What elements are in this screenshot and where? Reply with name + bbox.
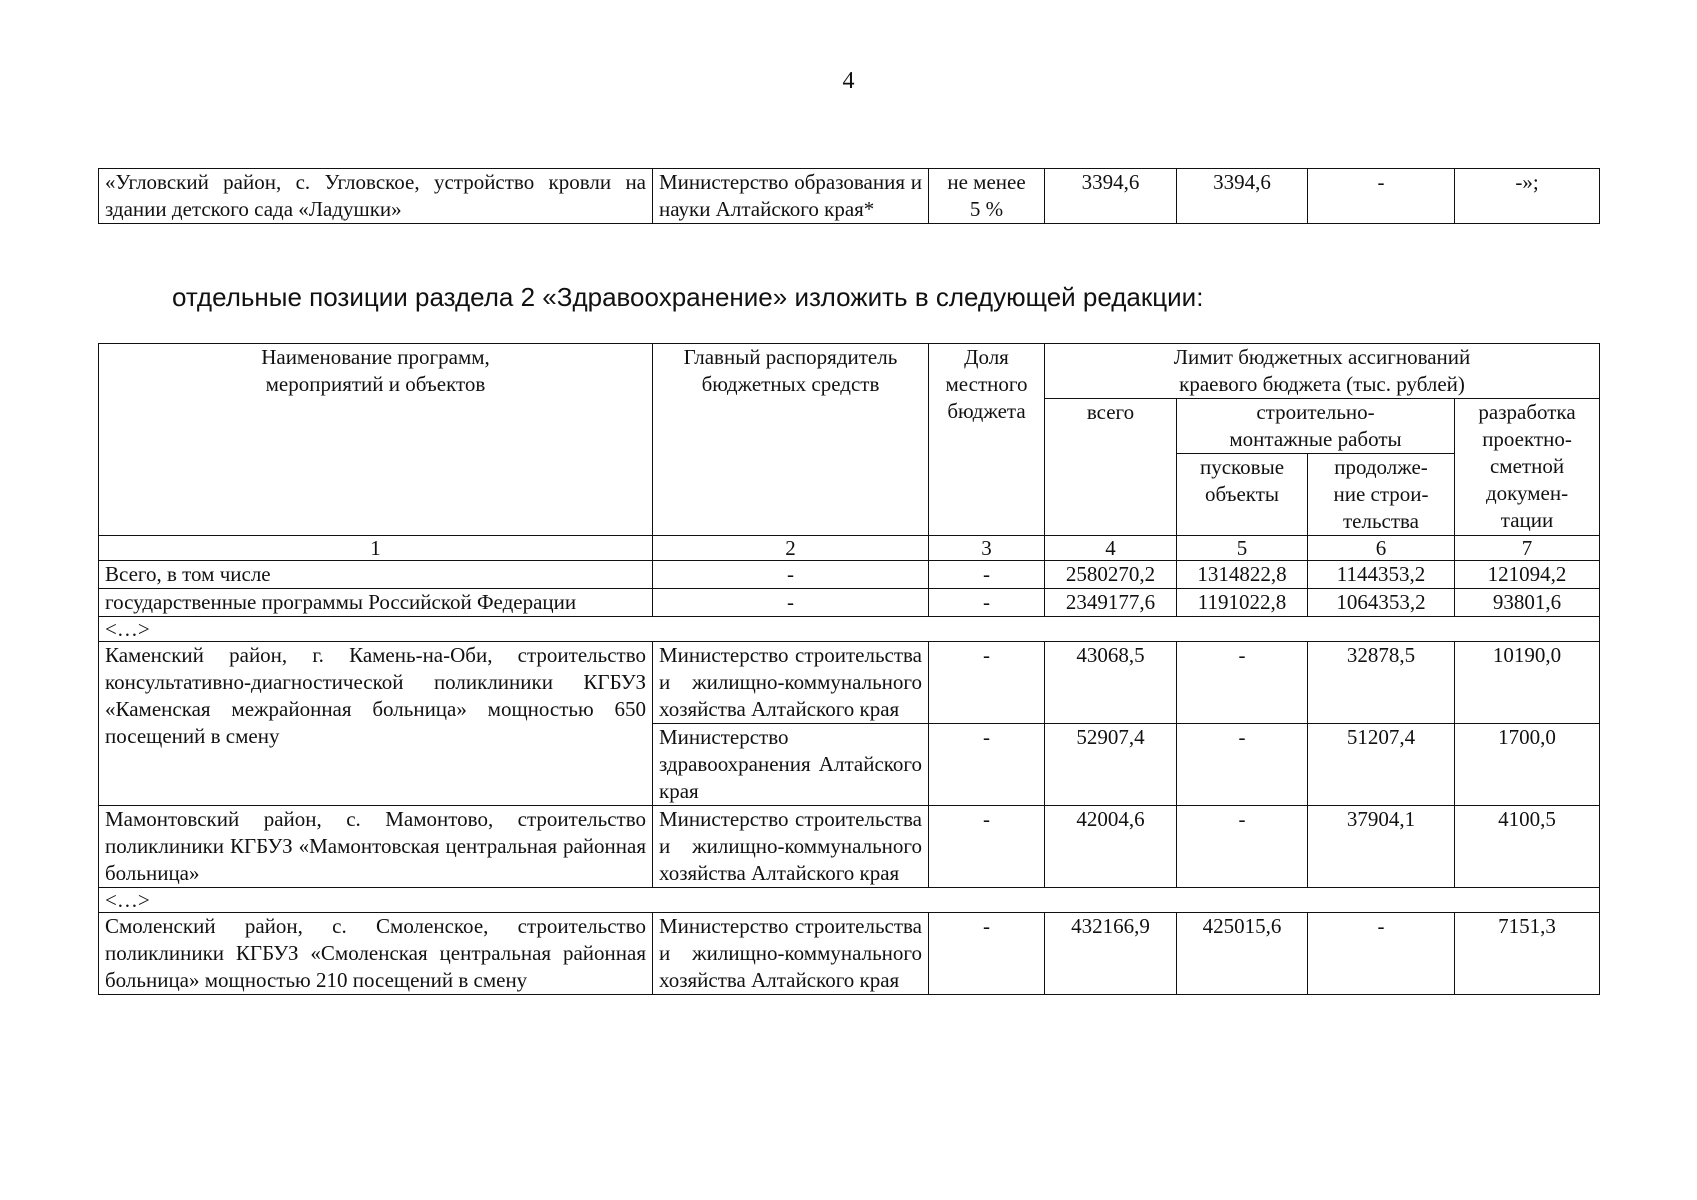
header-line: сметной bbox=[1489, 454, 1565, 478]
column-number-row bbox=[99, 536, 1600, 561]
header-line: Наименование программ, bbox=[261, 345, 490, 369]
column-number: 2 bbox=[653, 536, 929, 561]
continued-construction-cell: - bbox=[1308, 913, 1455, 995]
header-line: пусковые bbox=[1199, 455, 1285, 479]
column-number: 7 bbox=[1455, 536, 1600, 561]
manager-cell: - bbox=[653, 589, 929, 617]
header-line: Лимит бюджетных ассигнований bbox=[1173, 345, 1471, 369]
previous-section-table bbox=[98, 168, 1600, 224]
continued-construction-cell: 51207,4 bbox=[1308, 724, 1455, 806]
total-cell: 2580270,2 bbox=[1045, 561, 1177, 589]
design-docs-cell: 4100,5 bbox=[1455, 806, 1600, 888]
launch-objects-cell: - bbox=[1177, 642, 1308, 724]
total-cell: 432166,9 bbox=[1045, 913, 1177, 995]
design-docs-cell: 93801,6 bbox=[1455, 589, 1600, 617]
header-row bbox=[99, 344, 1600, 399]
header-line: ние строи- bbox=[1333, 482, 1429, 506]
page-number: 4 bbox=[842, 68, 855, 94]
object-name-cell: Каменский район, г. Камень-на-Оби, строительство консультативно-диагностической поликлиники КГБУЗ «Каменская межрайонная больница» мощностью 650 посещений в смену bbox=[99, 642, 653, 806]
object-name-cell: «Угловский район, с. Угловское, устройство кровли на здании детского сада «Ладушки» bbox=[99, 169, 653, 224]
local-share-cell: - bbox=[929, 806, 1045, 888]
section-intro-text: отдельные позиции раздела 2 «Здравоохранение» изложить в следующей редакции: bbox=[172, 282, 1204, 312]
column-number: 3 bbox=[929, 536, 1045, 561]
launch-objects-cell: - bbox=[1177, 806, 1308, 888]
header-line: бюджета bbox=[947, 399, 1026, 423]
header-line: проектно- bbox=[1482, 427, 1572, 451]
table-row-kamensky bbox=[99, 642, 1600, 724]
design-docs-cell: 1700,0 bbox=[1455, 724, 1600, 806]
manager-cell: - bbox=[653, 561, 929, 589]
object-name-cell: Мамонтовский район, с. Мамонтово, строительство поликлиники КГБУЗ «Мамонтовская центральная районная больница» bbox=[99, 806, 653, 888]
header-design-docs bbox=[1455, 399, 1600, 536]
local-share-cell: - bbox=[929, 589, 1045, 617]
continued-construction-cell: 1144353,2 bbox=[1308, 561, 1455, 589]
design-docs-cell: -»; bbox=[1455, 169, 1600, 224]
header-line: продолже- bbox=[1334, 455, 1428, 479]
column-number: 5 bbox=[1177, 536, 1308, 561]
table-row-mamontovsky bbox=[99, 806, 1600, 888]
header-line: строительно- bbox=[1256, 400, 1375, 424]
header-line: тельства bbox=[1342, 509, 1419, 533]
design-docs-cell: 10190,0 bbox=[1455, 642, 1600, 724]
launch-objects-cell: 1191022,8 bbox=[1177, 589, 1308, 617]
continued-construction-cell: 37904,1 bbox=[1308, 806, 1455, 888]
launch-objects-cell: - bbox=[1177, 724, 1308, 806]
header-line: Главный распорядитель bbox=[683, 345, 898, 369]
local-share-cell: - bbox=[929, 724, 1045, 806]
table-row-federal-programs bbox=[99, 589, 1600, 617]
column-number: 1 bbox=[99, 536, 653, 561]
header-continued-construction bbox=[1308, 454, 1455, 536]
total-cell: 42004,6 bbox=[1045, 806, 1177, 888]
header-launch-objects bbox=[1177, 454, 1308, 536]
launch-objects-cell: 3394,6 bbox=[1177, 169, 1308, 224]
header-line: местного bbox=[945, 372, 1028, 396]
continued-construction-cell: - bbox=[1308, 169, 1455, 224]
header-line: краевого бюджета (тыс. рублей) bbox=[1179, 372, 1465, 396]
object-name-cell: Смоленский район, с. Смоленское, строительство поликлиники КГБУЗ «Смоленская центральная районная больница» мощностью 210 посещений в смену bbox=[99, 913, 653, 995]
omission-marker: <…> bbox=[99, 617, 1600, 642]
manager-cell: Министерство здравоохранения Алтайского края bbox=[653, 724, 929, 806]
manager-cell: Министерство строительства и жилищно-коммунального хозяйства Алтайского края bbox=[653, 806, 929, 888]
header-line: Доля bbox=[964, 345, 1009, 369]
table-row-smolensky bbox=[99, 913, 1600, 995]
total-cell: 2349177,6 bbox=[1045, 589, 1177, 617]
header-name bbox=[99, 344, 653, 536]
local-share-line: 5 % bbox=[969, 197, 1004, 221]
object-name-cell: государственные программы Российской Федерации bbox=[99, 589, 653, 617]
header-line: монтажные работы bbox=[1229, 427, 1402, 451]
header-line: мероприятий и объектов bbox=[265, 372, 486, 396]
continued-construction-cell: 1064353,2 bbox=[1308, 589, 1455, 617]
header-line: бюджетных средств bbox=[701, 372, 880, 396]
column-number: 6 bbox=[1308, 536, 1455, 561]
local-share-cell: - bbox=[929, 642, 1045, 724]
table-row-total bbox=[99, 561, 1600, 589]
continued-construction-cell: 32878,5 bbox=[1308, 642, 1455, 724]
object-name-cell: Всего, в том числе bbox=[99, 561, 653, 589]
healthcare-section-table bbox=[98, 343, 1600, 995]
header-line: разработка bbox=[1478, 400, 1576, 424]
header-line: тации bbox=[1500, 508, 1554, 532]
header-manager bbox=[653, 344, 929, 536]
column-number: 4 bbox=[1045, 536, 1177, 561]
manager-cell: Министерство строительства и жилищно-коммунального хозяйства Алтайского края bbox=[653, 913, 929, 995]
omission-row bbox=[99, 617, 1600, 642]
launch-objects-cell: 1314822,8 bbox=[1177, 561, 1308, 589]
design-docs-cell: 121094,2 bbox=[1455, 561, 1600, 589]
header-line: докумен- bbox=[1485, 481, 1569, 505]
total-cell: 43068,5 bbox=[1045, 642, 1177, 724]
header-budget-limit bbox=[1045, 344, 1600, 399]
design-docs-cell: 7151,3 bbox=[1455, 913, 1600, 995]
header-construction bbox=[1177, 399, 1455, 454]
header-line: объекты bbox=[1204, 482, 1280, 506]
omission-row bbox=[99, 888, 1600, 913]
launch-objects-cell: 425015,6 bbox=[1177, 913, 1308, 995]
local-share-cell: - bbox=[929, 913, 1045, 995]
omission-marker: <…> bbox=[99, 888, 1600, 913]
local-share-cell: - bbox=[929, 561, 1045, 589]
table-row bbox=[99, 169, 1600, 224]
total-cell: 3394,6 bbox=[1045, 169, 1177, 224]
local-share-line: не менее bbox=[947, 170, 1026, 194]
manager-cell: Министерство образования и науки Алтайского края* bbox=[653, 169, 929, 224]
total-cell: 52907,4 bbox=[1045, 724, 1177, 806]
manager-cell: Министерство строительства и жилищно-коммунального хозяйства Алтайского края bbox=[653, 642, 929, 724]
local-share-cell bbox=[929, 169, 1045, 224]
header-local-share bbox=[929, 344, 1045, 536]
header-total: всего bbox=[1045, 399, 1177, 536]
